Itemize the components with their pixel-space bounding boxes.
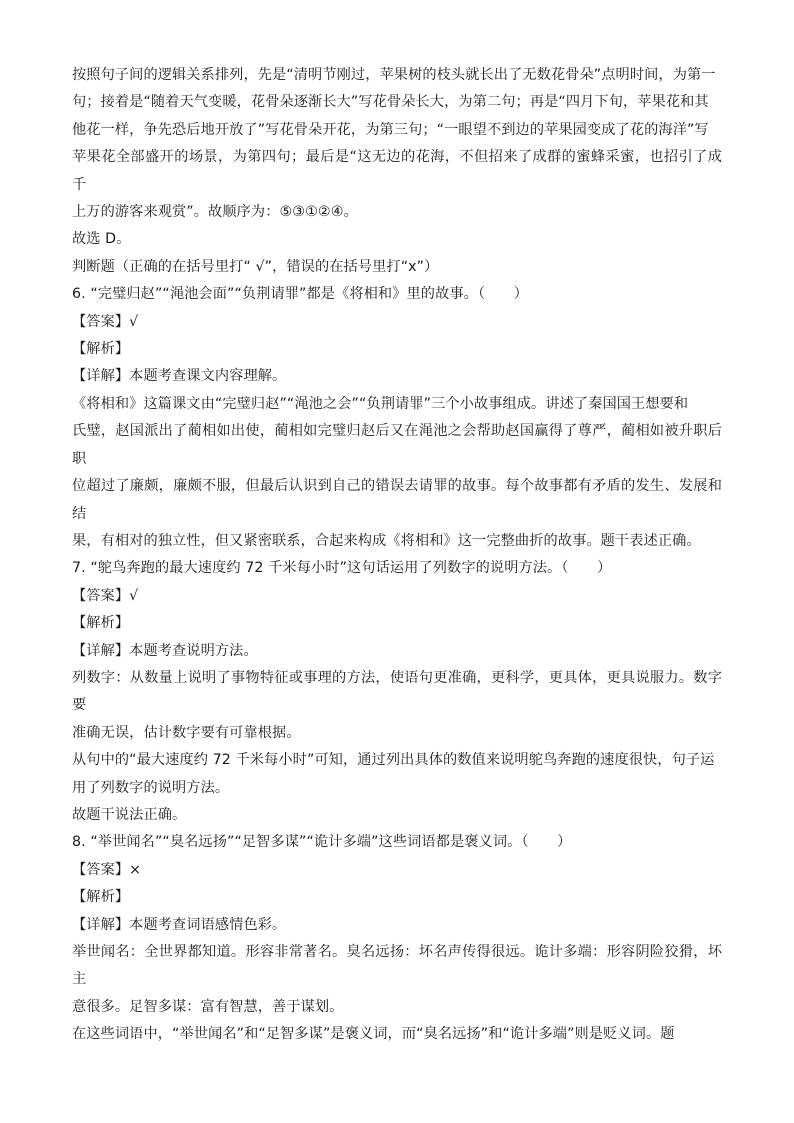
text-line: 位超过了廉颇，廉颇不服，但最后认识到自己的错误去请罪的故事。每个故事都有矛盾的发生、发展和结 xyxy=(72,478,722,522)
text-line: 准确无误，估计数字要有可靠根据。 xyxy=(72,724,301,741)
question-8: 8. “举世闻名”“臭名远扬”“足智多谋”“诡计多端”这些词语都是褒义词。（ ） xyxy=(72,834,572,851)
answer-6: 【答案】√ xyxy=(72,313,139,330)
answer-8: 【答案】× xyxy=(72,861,142,878)
text-line: 用了列数字的说明方法。 xyxy=(72,779,230,796)
analysis-label-6: 【解析】 xyxy=(72,341,130,358)
text-line: 苹果花全部盛开的场景，为第四句；最后是“这无边的花海，不但招来了成群的蜜蜂采蜜，也招引了成千 xyxy=(72,149,722,193)
text-line: 上万的游客来观赏”。故顺序为：⑤③①②④。 xyxy=(72,204,358,221)
answer-7: 【答案】√ xyxy=(72,587,139,604)
detail-8: 【详解】本题考查词语感情色彩。 xyxy=(72,916,287,933)
text-line: 意很多。足智多谋：富有智慧，善于谋划。 xyxy=(72,998,344,1015)
text-line: 列数字：从数量上说明了事物特征或事理的方法，使语句更准确，更科学，更具体，更具说服力。数字要 xyxy=(72,669,722,714)
question-7: 7. “鸵鸟奔跑的最大速度约 72 千米每小时”这句话运用了列数字的说明方法。（ ） xyxy=(72,560,612,577)
text-line: 故题干说法正确。 xyxy=(72,806,187,823)
detail-7: 【详解】本题考查说明方法。 xyxy=(72,642,258,659)
detail-6: 【详解】本题考查课文内容理解。 xyxy=(72,368,287,385)
text-line: 氏璧，赵国派出了蔺相如出使，蔺相如完璧归赵后又在渑池之会帮助赵国赢得了尊严，蔺相如被升职后职 xyxy=(72,423,722,467)
document-body xyxy=(72,62,722,1049)
text-line: 从句中的“最大速度约 72 千米每小时”可知，通过列出具体的数值来说明鸵鸟奔跑的速度很快，句子运 xyxy=(72,752,715,769)
text-line: 在这些词语中，“举世闻名”和“足智多谋”是褒义词，而“臭名远扬”和“诡计多端”则是贬义词。题 xyxy=(72,1026,675,1043)
text-line: 句；接着是“随着天气变暖，花骨朵逐渐长大”写花骨朵长大，为第二句；再是“四月下旬，苹果花和其 xyxy=(72,94,709,111)
text-line: 他花一样，争先恐后地开放了”写花骨朵开花，为第三句；“一眼望不到边的苹果园变成了花的海洋”写 xyxy=(72,121,709,138)
section-heading: 判断题（正确的在括号里打“ √”，错误的在括号里打“x”） xyxy=(72,258,439,275)
analysis-label-8: 【解析】 xyxy=(72,889,130,906)
text-line: 故选 D。 xyxy=(72,231,131,248)
text-line: 举世闻名：全世界都知道。形容非常著名。臭名远扬：坏名声传得很远。诡计多端：形容阴险狡猾，坏主 xyxy=(72,944,722,988)
question-6: 6. “完璧归赵”“渑池会面”“负荆请罪”都是《将相和》里的故事。（ ） xyxy=(72,286,528,303)
text-line: 果，有相对的独立性，但又紧密联系，合起来构成《将相和》这一完整曲折的故事。题干表述正确。 xyxy=(72,532,701,549)
text-line: 《将相和》这篇课文由“完璧归赵”“渑池之会”“负荆请罪”三个小故事组成。讲述了秦国国王想要和 xyxy=(72,395,689,412)
text-line: 按照句子间的逻辑关系排列，先是“清明节刚过，苹果树的枝头就长出了无数花骨朵”点明时间，为第一 xyxy=(72,67,716,83)
analysis-label-7: 【解析】 xyxy=(72,615,130,632)
